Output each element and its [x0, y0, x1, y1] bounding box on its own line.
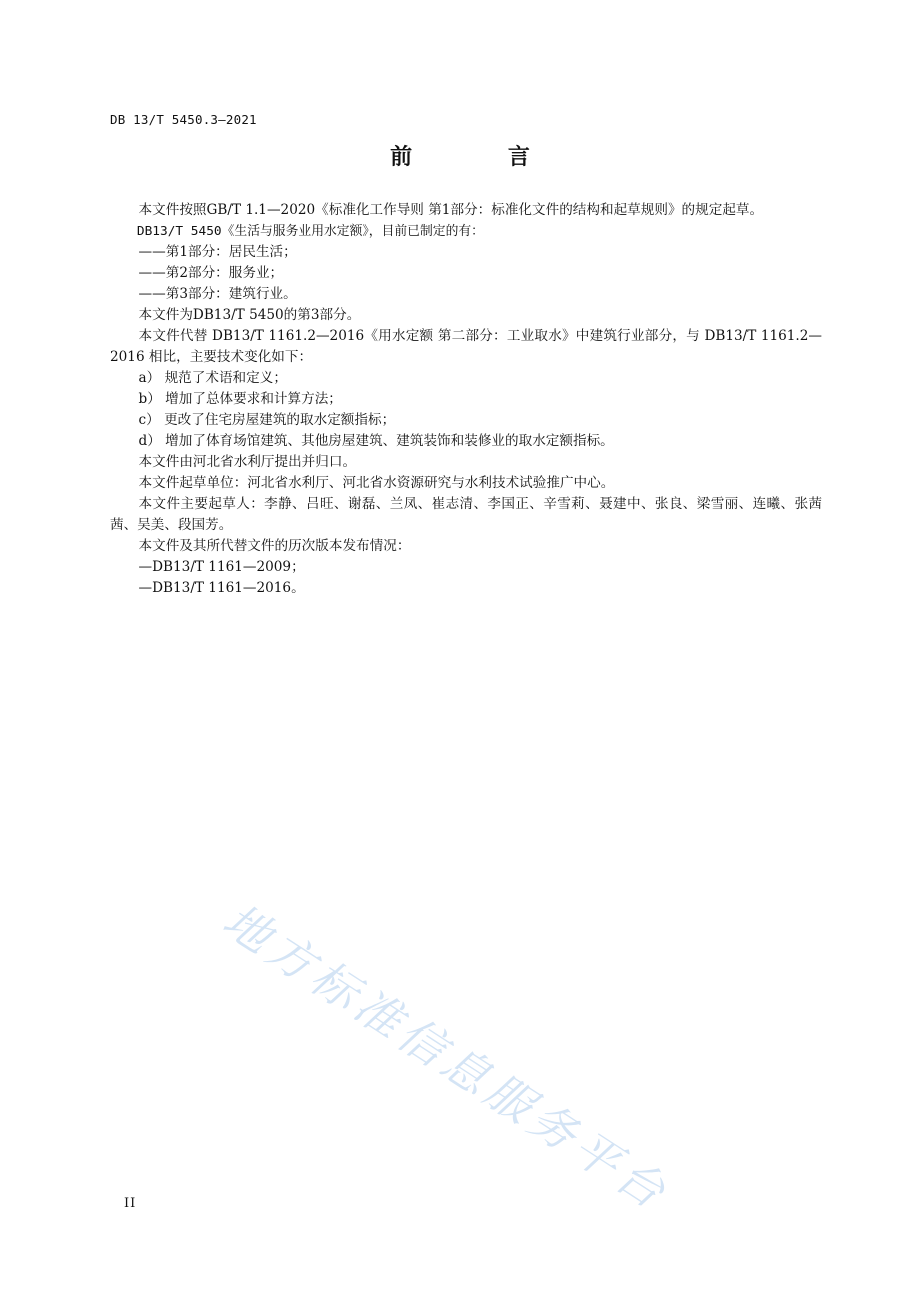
list-item-change-c: c） 更改了住宅房屋建筑的取水定额指标；	[138, 412, 396, 428]
list-item-version-2016: —DB13/T 1161—2016。	[138, 580, 305, 596]
list-item-part-2: ——第2部分：服务业；	[138, 265, 284, 281]
list-item-version-2009: —DB13/T 1161—2009；	[138, 559, 305, 575]
paragraph-drafting-units: 本文件起草单位：河北省水利厅、河北省水资源研究与水利技术试验推广中心。	[138, 475, 615, 491]
paragraph-version-history: 本文件及其所代替文件的历次版本发布情况：	[138, 538, 411, 554]
page-number: II	[124, 1196, 137, 1211]
list-item-change-a: a） 规范了术语和定义；	[138, 370, 287, 386]
list-item-part-1: ——第1部分：居民生活；	[138, 244, 297, 260]
document-code: DB 13/T 5450.3—2021	[110, 112, 257, 127]
list-item-part-3: ——第3部分：建筑行业。	[138, 286, 297, 302]
paragraph-proposer: 本文件由河北省水利厅提出并归口。	[138, 454, 357, 470]
paragraph-replacement: 本文件代替 DB13/T 1161.2—2016《用水定额 第二部分：工业取水》中建筑行业部分，与 DB13/T 1161.2—2016 相比，主要技术变化如下：	[110, 328, 822, 365]
paragraph-series-intro: DB13/T 5450《生活与服务业用水定额》，目前已制定的有：	[136, 224, 484, 239]
paragraph-drafting-basis: 本文件按照GB/T 1.1—2020《标准化工作导则 第1部分：标准化文件的结构和起草规则》的规定起草。	[138, 202, 764, 218]
list-item-change-d: d） 增加了体育场馆建筑、其他房屋建筑、建筑装饰和装修业的取水定额指标。	[138, 433, 614, 449]
watermark: 地方标准信息服务平台	[213, 892, 680, 1222]
page-title: 前 言	[390, 145, 574, 170]
list-item-change-b: b） 增加了总体要求和计算方法；	[138, 391, 342, 407]
body-text	[110, 200, 822, 599]
paragraph-drafters: 本文件主要起草人：李静、吕旺、谢磊、兰凤、崔志清、李国正、辛雪莉、聂建中、张良、梁雪丽、连曦、张茜茜、吴美、段国芳。	[110, 496, 822, 533]
paragraph-part-statement: 本文件为DB13/T 5450的第3部分。	[138, 307, 361, 323]
